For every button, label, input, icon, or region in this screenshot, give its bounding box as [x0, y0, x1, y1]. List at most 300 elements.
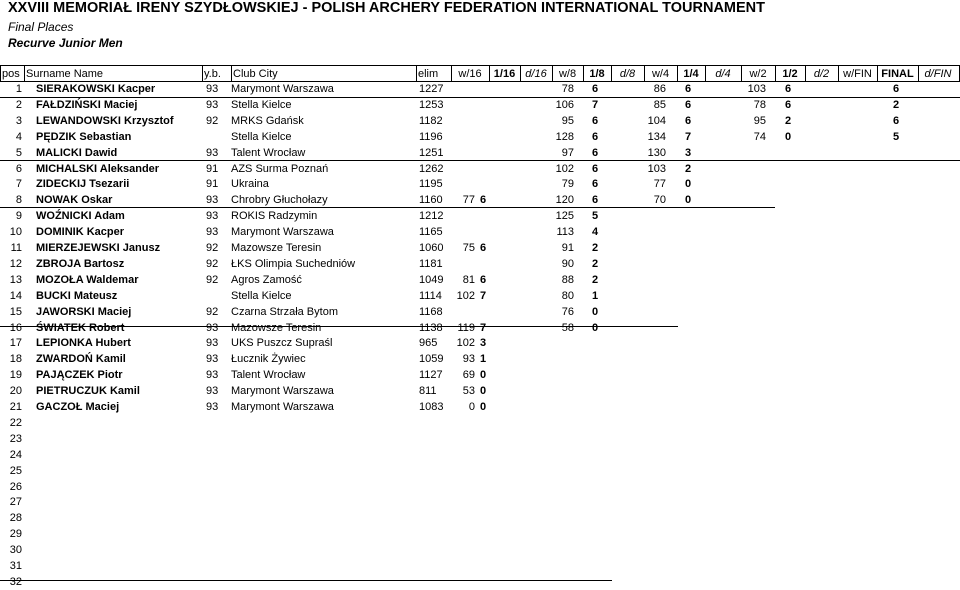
cell-w2: 95	[753, 114, 766, 127]
cell-w8: 79	[561, 178, 574, 191]
table-row	[0, 129, 960, 145]
cell-w4	[630, 558, 666, 574]
cell-w2	[730, 161, 766, 177]
table-row	[0, 415, 960, 431]
cell-pos: 1	[15, 83, 22, 95]
cell-wfin	[840, 479, 870, 495]
cell-name: JAWORSKI Maciej	[36, 305, 132, 318]
cell-s4	[685, 463, 698, 479]
cell-club: Łucznik Żywiec	[231, 353, 306, 366]
cell-wfin	[840, 367, 870, 383]
cell-s8: 6	[592, 114, 599, 127]
cell-w4	[630, 542, 666, 558]
cell-w4	[630, 399, 666, 415]
cell-pos: 4	[15, 130, 22, 143]
table-row	[0, 447, 960, 463]
cell-w8	[540, 574, 574, 590]
cell-s2	[785, 288, 798, 304]
cell-s4: 0	[685, 178, 692, 191]
cell-name: MIERZEJEWSKI Janusz	[36, 242, 161, 254]
category-title: Recurve Junior Men	[8, 36, 123, 50]
cell-w2	[730, 192, 766, 208]
cell-w8: 97	[561, 146, 574, 159]
cell-w2: 78	[753, 98, 766, 111]
cell-name: WOŹNICKI Adam	[36, 210, 125, 223]
header-d4: d/4	[715, 68, 731, 80]
cell-s4	[685, 542, 698, 558]
cell-w2	[730, 510, 766, 526]
cell-w16: 53	[462, 385, 475, 398]
cell-pos: 6	[15, 162, 22, 175]
cell-yb: 92	[206, 305, 219, 318]
cell-w16	[451, 447, 475, 463]
cell-w8: 102	[555, 162, 574, 175]
cell-elim: 1060	[419, 242, 444, 254]
cell-name: ŚWIATEK Robert	[36, 321, 125, 334]
cell-pos: 27	[9, 496, 22, 509]
cell-yb: 93	[206, 210, 219, 223]
cell-w16	[451, 431, 475, 447]
cell-s4: 6	[685, 98, 692, 111]
cell-w16	[451, 145, 475, 161]
cell-w8	[540, 351, 574, 367]
cell-s2: 0	[785, 130, 792, 143]
cell-name	[36, 542, 206, 558]
cell-s2	[785, 399, 798, 415]
cell-s8	[592, 526, 605, 542]
table-row	[0, 351, 960, 367]
header-w2: w/2	[749, 68, 767, 80]
cell-s4	[685, 208, 698, 224]
cell-s4	[685, 479, 698, 495]
cell-yb: 92	[206, 114, 219, 127]
cell-pos: 22	[9, 416, 22, 429]
cell-w4	[630, 320, 666, 336]
cell-s2	[785, 542, 798, 558]
cell-yb: 92	[206, 273, 219, 286]
cell-w16	[451, 494, 475, 510]
cell-s8	[592, 542, 605, 558]
cell-s16	[480, 510, 493, 526]
cell-w16	[451, 526, 475, 542]
cell-w4	[630, 510, 666, 526]
cell-s2	[785, 574, 798, 590]
cell-w16: 119	[457, 321, 475, 334]
cell-name: PAJĄCZEK Piotr	[36, 369, 123, 382]
cell-s2	[785, 463, 798, 479]
subtitle: Final Places	[8, 20, 74, 34]
cell-club	[231, 526, 416, 542]
table-header-row	[0, 66, 960, 82]
cell-s8: 2	[592, 242, 599, 254]
table-row	[0, 320, 960, 336]
cell-pos: 12	[9, 257, 22, 270]
cell-final	[893, 463, 906, 479]
cell-w16	[451, 558, 475, 574]
cell-pos: 8	[15, 194, 22, 207]
cell-pos: 11	[10, 242, 22, 254]
cell-w2	[730, 304, 766, 320]
cell-s2: 6	[785, 83, 792, 95]
cell-s8: 5	[592, 210, 599, 223]
cell-wfin	[840, 192, 870, 208]
cell-w8	[540, 558, 574, 574]
cell-final	[893, 288, 906, 304]
cell-w4	[630, 256, 666, 272]
cell-s16	[480, 113, 493, 129]
cell-w8	[540, 542, 574, 558]
cell-w4	[630, 494, 666, 510]
header-pos: pos	[2, 68, 20, 80]
cell-w2	[730, 415, 766, 431]
cell-w8: 113	[556, 226, 574, 239]
cell-w2	[730, 256, 766, 272]
cell-w4: 77	[653, 178, 666, 191]
cell-yb: 92	[206, 257, 219, 270]
cell-w8: 91	[561, 242, 574, 254]
cell-s2	[785, 335, 798, 351]
header-w8: w/8	[558, 68, 577, 80]
cell-name: LEPIONKA Hubert	[36, 337, 131, 350]
cell-elim	[419, 463, 449, 479]
cell-w4: 104	[647, 114, 666, 127]
cell-w16	[451, 479, 475, 495]
cell-name: MALICKI Dawid	[36, 146, 118, 159]
cell-s16	[480, 97, 493, 113]
header-d8: d/8	[619, 68, 636, 80]
cell-w2	[730, 463, 766, 479]
table-row	[0, 288, 960, 304]
cell-s16: 0	[480, 369, 487, 382]
cell-final	[893, 192, 906, 208]
cell-final: 6	[893, 83, 900, 95]
cell-w2	[730, 558, 766, 574]
cell-s8	[592, 479, 605, 495]
cell-s4	[685, 367, 698, 383]
cell-w8: 58	[561, 321, 574, 334]
cell-wfin	[840, 145, 870, 161]
cell-name: ZIDECKIJ Tsezarii	[36, 178, 130, 191]
table-row	[0, 335, 960, 351]
cell-club: Stella Kielce	[231, 130, 292, 143]
cell-wfin	[840, 574, 870, 590]
cell-yb	[206, 558, 226, 574]
cell-club	[231, 479, 416, 495]
header-d2: d/2	[813, 68, 830, 80]
cell-name	[36, 479, 206, 495]
cell-s16	[480, 542, 493, 558]
cell-final	[893, 510, 906, 526]
cell-s8	[592, 367, 605, 383]
cell-w2	[730, 431, 766, 447]
cell-w2: 103	[747, 83, 766, 95]
cell-s2	[785, 240, 798, 256]
cell-yb	[206, 494, 226, 510]
cell-name	[36, 574, 206, 590]
cell-w4	[630, 431, 666, 447]
cell-pos: 10	[9, 226, 22, 239]
cell-w16	[451, 542, 475, 558]
cell-s2	[785, 161, 798, 177]
cell-wfin	[840, 320, 870, 336]
cell-pos: 18	[9, 353, 22, 366]
cell-club	[231, 463, 416, 479]
cell-w4	[630, 272, 666, 288]
cell-elim: 1168	[419, 305, 443, 318]
cell-s8: 0	[592, 305, 599, 318]
cell-w2: 74	[753, 130, 766, 143]
cell-s16: 1	[480, 353, 487, 366]
cell-pos: 25	[9, 464, 22, 477]
tournament-title: XXVIII MEMORIAŁ IRENY SZYDŁOWSKIEJ - POLISH ARCHERY FEDERATION INTERNATIONAL TOURNAMENT	[8, 0, 765, 16]
cell-yb	[206, 526, 226, 542]
cell-s4	[685, 320, 698, 336]
cell-s2	[785, 383, 798, 399]
cell-w2	[730, 383, 766, 399]
cell-s16: 7	[480, 321, 487, 334]
cell-s4	[685, 351, 698, 367]
cell-yb	[206, 447, 226, 463]
cell-wfin	[840, 113, 870, 129]
cell-club: Marymont Warszawa	[231, 385, 334, 398]
cell-yb: 91	[206, 162, 219, 175]
cell-s4	[685, 526, 698, 542]
cell-w8: 90	[561, 257, 574, 270]
cell-w8	[540, 479, 574, 495]
cell-pos: 15	[9, 305, 22, 318]
cell-elim: 1049	[419, 273, 444, 286]
cell-s8	[592, 383, 605, 399]
cell-w16	[451, 129, 475, 145]
cell-s4	[685, 304, 698, 320]
cell-w4: 134	[647, 130, 666, 143]
cell-elim: 1195	[419, 178, 443, 191]
table-row	[0, 542, 960, 558]
cell-s2	[785, 320, 798, 336]
cell-pos: 32	[9, 575, 22, 588]
cell-wfin	[840, 240, 870, 256]
cell-s2	[785, 479, 798, 495]
table-row	[0, 97, 960, 113]
cell-final: 6	[893, 114, 900, 127]
cell-yb	[206, 129, 226, 145]
cell-club: Mazowsze Teresin	[231, 321, 322, 334]
cell-yb: 93	[206, 321, 219, 334]
cell-club: Marymont Warszawa	[231, 226, 334, 239]
cell-wfin	[840, 97, 870, 113]
cell-yb: 93	[206, 98, 219, 111]
cell-s16	[480, 161, 493, 177]
cell-pos: 28	[9, 512, 22, 525]
table-row	[0, 574, 960, 590]
cell-w16	[451, 113, 475, 129]
cell-w4	[630, 367, 666, 383]
cell-s8	[592, 558, 605, 574]
cell-s4: 6	[685, 83, 692, 95]
cell-w2	[730, 494, 766, 510]
cell-w8: 125	[555, 210, 574, 223]
cell-w2	[730, 574, 766, 590]
cell-s16	[480, 447, 493, 463]
cell-w16: 0	[468, 401, 475, 413]
cell-yb	[206, 415, 226, 431]
cell-s2	[785, 367, 798, 383]
cell-elim	[419, 526, 449, 542]
cell-w4	[630, 224, 666, 240]
cell-name	[36, 431, 206, 447]
table-row	[0, 367, 960, 383]
cell-name	[36, 415, 206, 431]
table-row	[0, 479, 960, 495]
cell-w8	[540, 494, 574, 510]
header-yb: y.b.	[204, 68, 221, 80]
cell-pos: 16	[9, 321, 22, 334]
cell-s8: 6	[592, 130, 599, 143]
cell-s4	[685, 288, 698, 304]
cell-s4: 6	[685, 114, 692, 127]
cell-s8: 6	[592, 178, 599, 191]
cell-yb: 93	[206, 401, 219, 413]
header-name: Surname Name	[26, 68, 104, 80]
cell-w4: 130	[647, 146, 666, 159]
cell-name: NOWAK Oskar	[36, 194, 113, 207]
cell-final	[893, 272, 906, 288]
cell-w8	[540, 463, 574, 479]
cell-elim: 811	[419, 385, 437, 398]
cell-w2	[730, 208, 766, 224]
header-wfin: w/FIN	[843, 68, 872, 80]
cell-wfin	[840, 256, 870, 272]
cell-s16: 6	[480, 194, 487, 207]
header-d16: d/16	[525, 68, 547, 80]
cell-s8: 6	[592, 83, 599, 95]
cell-pos: 24	[9, 448, 22, 461]
header-w4: w/4	[651, 68, 670, 80]
cell-w16: 75	[462, 242, 475, 254]
cell-name: GACZOŁ Maciej	[36, 401, 120, 413]
cell-s16	[480, 463, 493, 479]
cell-s16: 0	[480, 401, 487, 413]
table-row	[0, 558, 960, 574]
cell-elim: 1114	[419, 289, 442, 302]
table-row	[0, 272, 960, 288]
table-row	[0, 431, 960, 447]
cell-w2	[730, 526, 766, 542]
cell-final	[893, 335, 906, 351]
cell-yb: 92	[206, 242, 219, 254]
cell-pos: 14	[9, 289, 22, 302]
cell-s8: 1	[592, 289, 599, 302]
cell-wfin	[840, 208, 870, 224]
cell-s2	[785, 256, 798, 272]
cell-pos: 13	[9, 273, 22, 286]
cell-pos: 31	[9, 560, 22, 572]
cell-wfin	[840, 510, 870, 526]
cell-w8: 76	[561, 305, 574, 318]
cell-w4: 70	[653, 194, 666, 207]
cell-club: Stella Kielce	[231, 289, 292, 302]
cell-w8	[540, 399, 574, 415]
cell-s8: 4	[592, 226, 599, 239]
cell-name: ZWARDOŃ Kamil	[36, 353, 126, 366]
cell-w16	[451, 176, 475, 192]
header-final: FINAL	[881, 68, 914, 80]
cell-elim	[419, 494, 449, 510]
cell-name	[36, 510, 206, 526]
cell-s2	[785, 176, 798, 192]
cell-w8	[540, 415, 574, 431]
cell-w2	[730, 447, 766, 463]
cell-final	[893, 351, 906, 367]
cell-club	[231, 431, 416, 447]
cell-pos: 7	[15, 178, 22, 191]
cell-elim: 1181	[419, 257, 443, 270]
cell-pos: 23	[9, 432, 22, 445]
cell-wfin	[840, 161, 870, 177]
table-row	[0, 383, 960, 399]
cell-w16	[451, 510, 475, 526]
header-w16: w/16	[458, 68, 482, 80]
cell-w4: 85	[653, 98, 666, 111]
cell-w16: 102	[456, 289, 475, 302]
cell-final: 2	[893, 98, 900, 111]
cell-w8: 95	[561, 114, 574, 127]
cell-s4	[685, 494, 698, 510]
cell-w16	[451, 208, 475, 224]
cell-s16	[480, 431, 493, 447]
cell-elim	[419, 510, 449, 526]
cell-w2	[730, 367, 766, 383]
cell-pos: 29	[9, 528, 22, 541]
cell-s2	[785, 447, 798, 463]
cell-club: Czarna Strzała Bytom	[231, 305, 338, 318]
cell-w2	[730, 320, 766, 336]
cell-w4	[630, 351, 666, 367]
cell-pos: 21	[9, 401, 22, 413]
cell-wfin	[840, 542, 870, 558]
cell-wfin	[840, 335, 870, 351]
header-dfin: d/FIN	[924, 68, 952, 80]
cell-s2: 6	[785, 98, 792, 111]
cell-w4	[630, 304, 666, 320]
cell-s4	[685, 510, 698, 526]
header-s16: 1/16	[493, 68, 516, 80]
cell-yb: 93	[206, 385, 219, 398]
cell-name: MOZOŁA Waldemar	[36, 273, 139, 286]
cell-yb: 93	[206, 369, 219, 382]
cell-w16	[451, 463, 475, 479]
cell-club	[231, 574, 416, 590]
cell-s8: 6	[592, 146, 599, 159]
cell-final	[893, 574, 906, 590]
cell-name	[36, 494, 206, 510]
table-row	[0, 113, 960, 129]
cell-w8	[540, 383, 574, 399]
cell-wfin	[840, 129, 870, 145]
cell-w16	[451, 161, 475, 177]
cell-w4	[630, 463, 666, 479]
cell-s16: 6	[480, 242, 487, 254]
cell-s16: 3	[480, 337, 487, 350]
cell-w2	[730, 399, 766, 415]
cell-w4	[630, 240, 666, 256]
cell-wfin	[840, 415, 870, 431]
cell-final	[893, 320, 906, 336]
cell-wfin	[840, 351, 870, 367]
cell-s2	[785, 304, 798, 320]
cell-club	[231, 494, 416, 510]
cell-w4	[630, 447, 666, 463]
